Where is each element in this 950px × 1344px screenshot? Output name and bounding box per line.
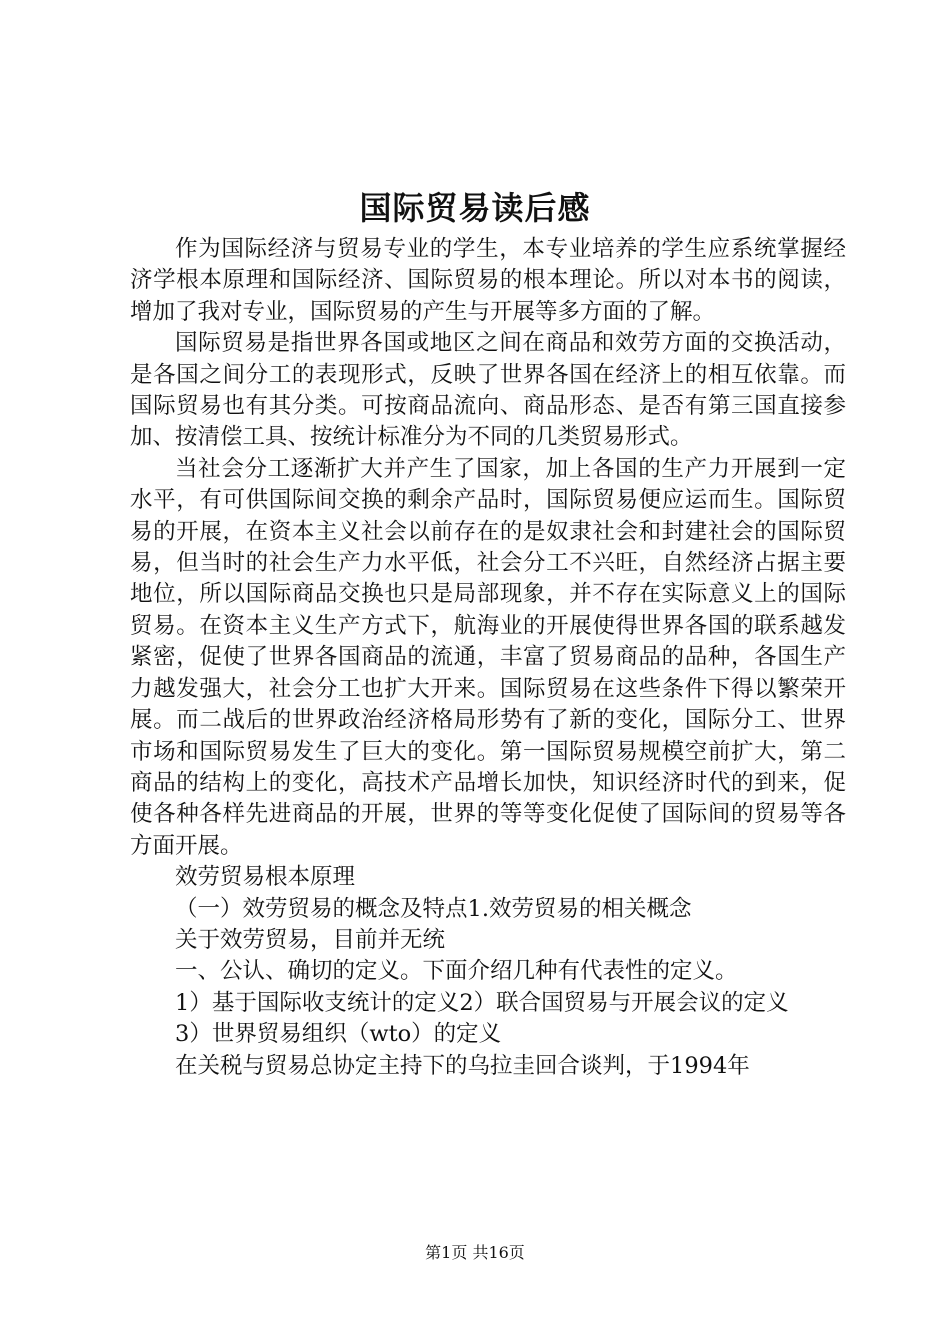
page-number-footer: 第1页 共16页	[425, 1243, 525, 1262]
paragraph: 1）基于国际收支统计的定义2）联合国贸易与开展会议的定义	[175, 989, 789, 1016]
document-body	[130, 234, 846, 1082]
paragraph: （一）效劳贸易的概念及特点1.效劳贸易的相关概念	[175, 895, 692, 922]
paragraph: 当社会分工逐渐扩大并产生了国家，加上各国的生产力开展到一定水平，有可供国际间交换的剩余产品时，国际贸易便应运而生。国际贸易的开展，在资本主义社会以前存在的是奴隶社会和封建社会的国际贸易，但当时的社会生产力水平低，社会分工不兴旺，自然经济占据主要地位，所以国际商品交换也只是局部现象，并不存在实际意义上的国际贸易。在资本主义生产方式下，航海业的开展使得世界各国的联系越发紧密，促使了世界各国商品的流通，丰富了贸易商品的品种，各国生产力越发强大，社会分工也扩大开来。国际贸易在这些条件下得以繁荣开展。而二战后的世界政治经济格局形势有了新的变化，国际分工、世界市场和国际贸易发生了巨大的变化。第一国际贸易规模空前扩大，第二商品的结构上的变化，高技术产品增长加快，知识经济时代的到来，促使各种各样先进商品的开展，世界的等等变化促使了国际间的贸易等各方面开展。	[130, 455, 846, 859]
document-title: 国际贸易读后感	[359, 189, 591, 227]
paragraph: 3）世界贸易组织（wto）的定义	[175, 1021, 502, 1048]
paragraph: 国际贸易是指世界各国或地区之间在商品和效劳方面的交换活动，是各国之间分工的表现形式，反映了世界各国在经济上的相互依靠。而国际贸易也有其分类。可按商品流向、商品形态、是否有第三国直接参加、按清偿工具、按统计标准分为不同的几类贸易形式。	[130, 330, 846, 451]
paragraph: 一、公认、确切的定义。下面介绍几种有代表性的定义。	[175, 958, 738, 985]
paragraph: 关于效劳贸易，目前并无统	[175, 926, 446, 953]
paragraph: 效劳贸易根本原理	[175, 864, 356, 891]
paragraph: 在关税与贸易总协定主持下的乌拉圭回合谈判，于1994年	[175, 1052, 750, 1079]
paragraph: 作为国际经济与贸易专业的学生，本专业培养的学生应系统掌握经济学根本原理和国际经济、国际贸易的根本理论。所以对本书的阅读，增加了我对专业，国际贸易的产生与开展等多方面的了解。	[130, 236, 846, 325]
